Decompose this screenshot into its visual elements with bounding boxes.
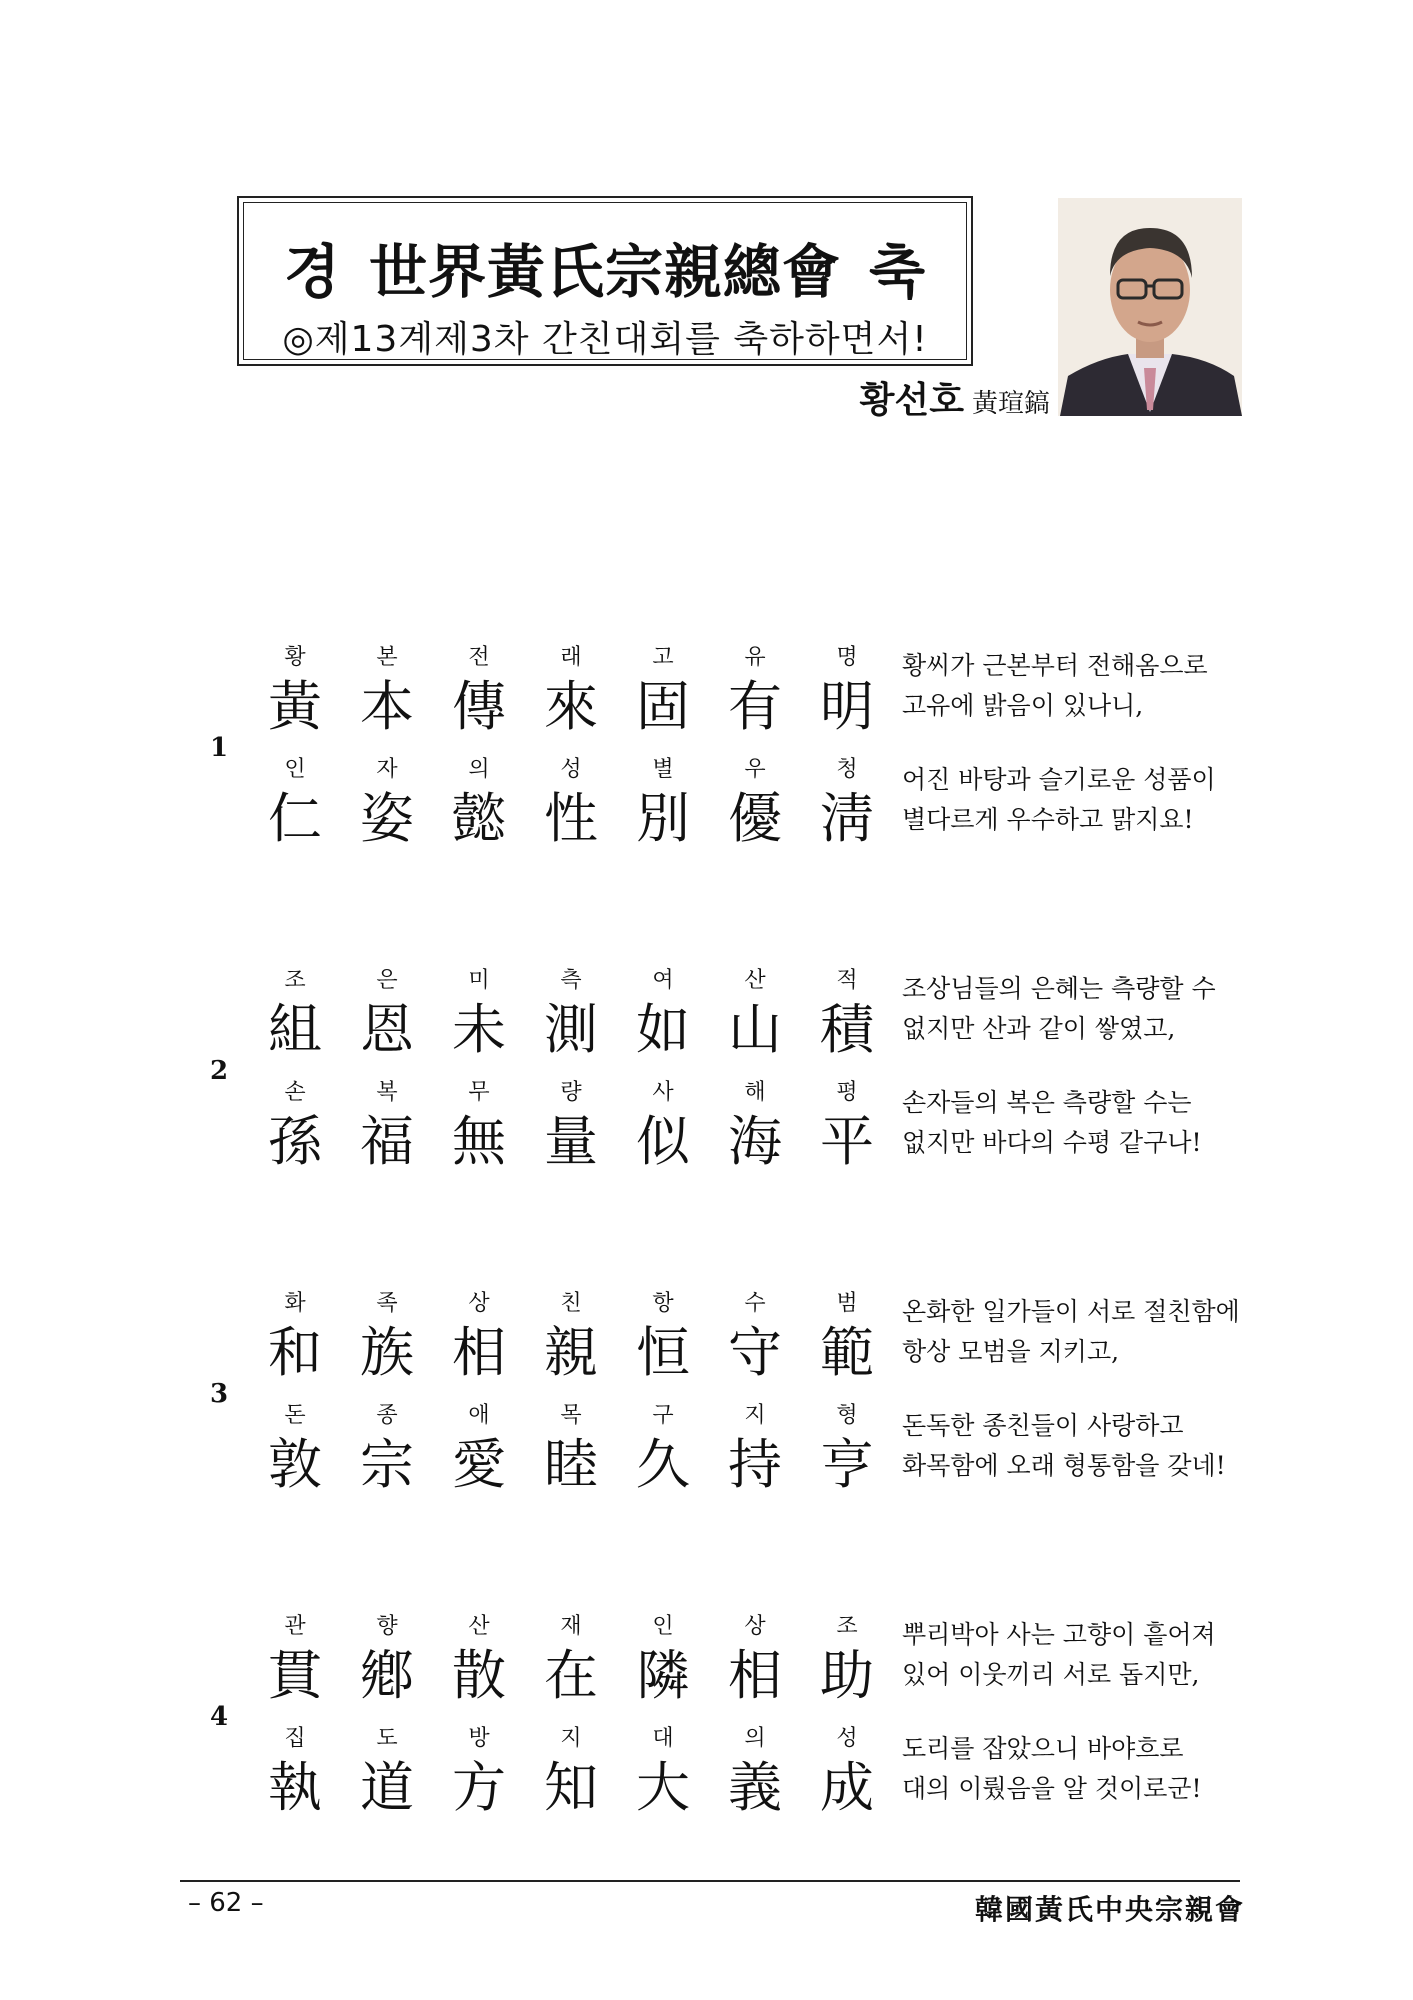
hanja-char: 山 (728, 998, 782, 1061)
hanja-char: 宗 (360, 1433, 414, 1496)
translation-line: 있어 이웃끼리 서로 돕지만, (902, 1660, 1200, 1689)
reading-char: 인 (652, 1614, 674, 1639)
hanja-char: 測 (544, 998, 598, 1061)
reading-char: 도 (376, 1726, 398, 1751)
hanja-char: 無 (452, 1110, 506, 1173)
reading-char: 상 (744, 1614, 766, 1639)
hanja-char: 睦 (544, 1433, 598, 1496)
hanja-row (262, 1643, 882, 1709)
reading-row (262, 1609, 882, 1637)
hanja-char: 持 (728, 1433, 782, 1496)
stanza-number: 4 (210, 1702, 229, 1732)
hanja-char: 本 (360, 675, 414, 738)
hanja-row (262, 674, 882, 740)
hanja-char: 貫 (268, 1644, 322, 1707)
hanja-row (262, 1432, 882, 1498)
hanja-char: 有 (728, 675, 782, 738)
portrait-illustration (1058, 198, 1242, 416)
hanja-char: 親 (544, 1321, 598, 1384)
hanja-char: 在 (544, 1644, 598, 1707)
translation (902, 1292, 1240, 1372)
hanja-row (262, 1109, 882, 1175)
hanja-char: 恩 (360, 998, 414, 1061)
translation-line: 돈독한 종친들이 사랑하고 (902, 1411, 1184, 1440)
reading-char: 지 (744, 1403, 766, 1428)
reading-char: 성 (560, 757, 582, 782)
reading-char: 여 (652, 968, 674, 993)
translation (902, 1083, 1202, 1163)
hanja-char: 鄕 (360, 1644, 414, 1707)
stanza-number: 3 (210, 1379, 229, 1409)
hanja-char: 隣 (636, 1644, 690, 1707)
hanja-char: 海 (728, 1110, 782, 1173)
hanja-char: 道 (360, 1756, 414, 1819)
hanja-row (262, 1320, 882, 1386)
hanja-char: 方 (452, 1756, 506, 1819)
reading-char: 손 (284, 1080, 306, 1105)
translation-line: 온화한 일가들이 서로 절친함에 (902, 1297, 1240, 1326)
translation (902, 1406, 1226, 1486)
reading-char: 량 (560, 1080, 582, 1105)
author-korean-name: 황선호 (859, 380, 964, 421)
hanja-char: 姿 (360, 787, 414, 850)
title-main (244, 225, 966, 309)
translation (902, 1615, 1216, 1695)
reading-char: 화 (284, 1291, 306, 1316)
reading-row (262, 1398, 882, 1426)
footer-divider (180, 1880, 1240, 1882)
reading-char: 족 (376, 1291, 398, 1316)
hanja-char: 孫 (268, 1110, 322, 1173)
author-portrait-photo (1058, 198, 1242, 416)
translation (902, 646, 1208, 726)
reading-char: 집 (284, 1726, 306, 1751)
reading-char: 의 (468, 757, 490, 782)
reading-char: 별 (652, 757, 674, 782)
reading-char: 재 (560, 1614, 582, 1639)
translation (902, 969, 1216, 1049)
hanja-char: 助 (820, 1644, 874, 1707)
stanza-1 (0, 640, 1413, 940)
translation-line: 고유에 밝음이 있나니, (902, 691, 1144, 720)
hanja-char: 積 (820, 998, 874, 1061)
reading-char: 측 (560, 968, 582, 993)
hanja-char: 亨 (820, 1433, 874, 1496)
translation-line: 조상님들의 은혜는 측량할 수 (902, 974, 1216, 1003)
hanja-char: 未 (452, 998, 506, 1061)
hanja-char: 愛 (452, 1433, 506, 1496)
stanza-3 (0, 1286, 1413, 1586)
title-center: 世界黃氏宗親總會 (368, 238, 841, 306)
reading-char: 범 (836, 1291, 858, 1316)
reading-char: 해 (744, 1080, 766, 1105)
hanja-char: 黃 (268, 675, 322, 738)
reading-char: 산 (468, 1614, 490, 1639)
reading-row (262, 1075, 882, 1103)
author-byline (840, 372, 1050, 423)
translation-line: 없지만 산과 같이 쌓였고, (902, 1014, 1176, 1043)
reading-char: 미 (468, 968, 490, 993)
reading-char: 자 (376, 757, 398, 782)
title-left: 경 (283, 238, 341, 306)
hanja-char: 傳 (452, 675, 506, 738)
reading-char: 형 (836, 1403, 858, 1428)
reading-char: 친 (560, 1291, 582, 1316)
stanza-4 (0, 1609, 1413, 1909)
hanja-row (262, 786, 882, 852)
reading-char: 구 (652, 1403, 674, 1428)
translation-line: 황씨가 근본부터 전해옴으로 (902, 651, 1208, 680)
hanja-char: 成 (820, 1756, 874, 1819)
hanja-char: 優 (728, 787, 782, 850)
reading-char: 관 (284, 1614, 306, 1639)
translation-line: 어진 바탕과 슬기로운 성품이 (902, 765, 1216, 794)
translation-line: 화목함에 오래 형통함을 갖네! (902, 1451, 1226, 1480)
reading-char: 은 (376, 968, 398, 993)
reading-char: 조 (836, 1614, 858, 1639)
reading-char: 애 (468, 1403, 490, 1428)
reading-char: 수 (744, 1291, 766, 1316)
hanja-char: 量 (544, 1110, 598, 1173)
hanja-char: 如 (636, 998, 690, 1061)
hanja-char: 恒 (636, 1321, 690, 1384)
reading-row (262, 963, 882, 991)
hanja-char: 族 (360, 1321, 414, 1384)
reading-char: 방 (468, 1726, 490, 1751)
hanja-char: 大 (636, 1756, 690, 1819)
title-right: 축 (869, 238, 927, 306)
page-number: – 62 – (188, 1888, 264, 1918)
reading-char: 평 (836, 1080, 858, 1105)
reading-char: 유 (744, 645, 766, 670)
translation-line: 별다르게 우수하고 맑지요! (902, 805, 1194, 834)
hanja-char: 守 (728, 1321, 782, 1384)
reading-char: 적 (836, 968, 858, 993)
reading-char: 성 (836, 1726, 858, 1751)
reading-row (262, 1721, 882, 1749)
hanja-char: 義 (728, 1756, 782, 1819)
hanja-char: 相 (452, 1321, 506, 1384)
reading-char: 사 (652, 1080, 674, 1105)
hanja-char: 久 (636, 1433, 690, 1496)
hanja-char: 性 (544, 787, 598, 850)
reading-char: 복 (376, 1080, 398, 1105)
translation-line: 항상 모범을 지키고, (902, 1337, 1120, 1366)
reading-char: 무 (468, 1080, 490, 1105)
reading-char: 조 (284, 968, 306, 993)
reading-char: 의 (744, 1726, 766, 1751)
reading-char: 항 (652, 1291, 674, 1316)
reading-char: 고 (652, 645, 674, 670)
hanja-char: 敦 (268, 1433, 322, 1496)
hanja-char: 福 (360, 1110, 414, 1173)
hanja-char: 淸 (820, 787, 874, 850)
stanza-number: 2 (210, 1056, 229, 1086)
hanja-row (262, 1755, 882, 1821)
hanja-char: 仁 (268, 787, 322, 850)
reading-char: 종 (376, 1403, 398, 1428)
reading-char: 인 (284, 757, 306, 782)
hanja-char: 明 (820, 675, 874, 738)
hanja-char: 來 (544, 675, 598, 738)
reading-row (262, 640, 882, 668)
author-hanja-name: 黃瑄鎬 (971, 389, 1050, 419)
reading-char: 본 (376, 645, 398, 670)
subtitle: ◎제13계제3차 간친대회를 축하하면서! (282, 319, 928, 360)
reading-char: 향 (376, 1614, 398, 1639)
hanja-char: 和 (268, 1321, 322, 1384)
hanja-char: 平 (820, 1110, 874, 1173)
hanja-char: 散 (452, 1644, 506, 1707)
hanja-char: 範 (820, 1321, 874, 1384)
hanja-char: 固 (636, 675, 690, 738)
reading-char: 대 (652, 1726, 674, 1751)
hanja-char: 懿 (452, 787, 506, 850)
reading-char: 돈 (284, 1403, 306, 1428)
title-box (237, 196, 973, 366)
reading-row (262, 1286, 882, 1314)
stanza-number: 1 (210, 733, 229, 763)
reading-char: 우 (744, 757, 766, 782)
translation-line: 뿌리박아 사는 고향이 흩어져 (902, 1620, 1216, 1649)
hanja-char: 組 (268, 998, 322, 1061)
hanja-char: 執 (268, 1756, 322, 1819)
hanja-char: 似 (636, 1110, 690, 1173)
hanja-row (262, 997, 882, 1063)
reading-char: 청 (836, 757, 858, 782)
translation-line: 손자들의 복은 측량할 수는 (902, 1088, 1192, 1117)
reading-char: 전 (468, 645, 490, 670)
hanja-char: 別 (636, 787, 690, 850)
translation-line: 도리를 잡았으니 바야흐로 (902, 1734, 1184, 1763)
reading-char: 명 (836, 645, 858, 670)
reading-char: 지 (560, 1726, 582, 1751)
translation (902, 760, 1216, 840)
reading-char: 산 (744, 968, 766, 993)
title-box-inner (243, 202, 967, 360)
hanja-char: 相 (728, 1644, 782, 1707)
reading-char: 목 (560, 1403, 582, 1428)
reading-char: 래 (560, 645, 582, 670)
stanza-2 (0, 963, 1413, 1263)
reading-char: 상 (468, 1291, 490, 1316)
hanja-char: 知 (544, 1756, 598, 1819)
reading-char: 황 (284, 645, 306, 670)
organization-name: 韓國黃氏中央宗親會 (974, 1893, 1245, 1926)
translation-line: 대의 이뤘음을 알 것이로군! (902, 1774, 1202, 1803)
translation (902, 1729, 1202, 1809)
translation-line: 없지만 바다의 수평 같구나! (902, 1128, 1202, 1157)
reading-row (262, 752, 882, 780)
